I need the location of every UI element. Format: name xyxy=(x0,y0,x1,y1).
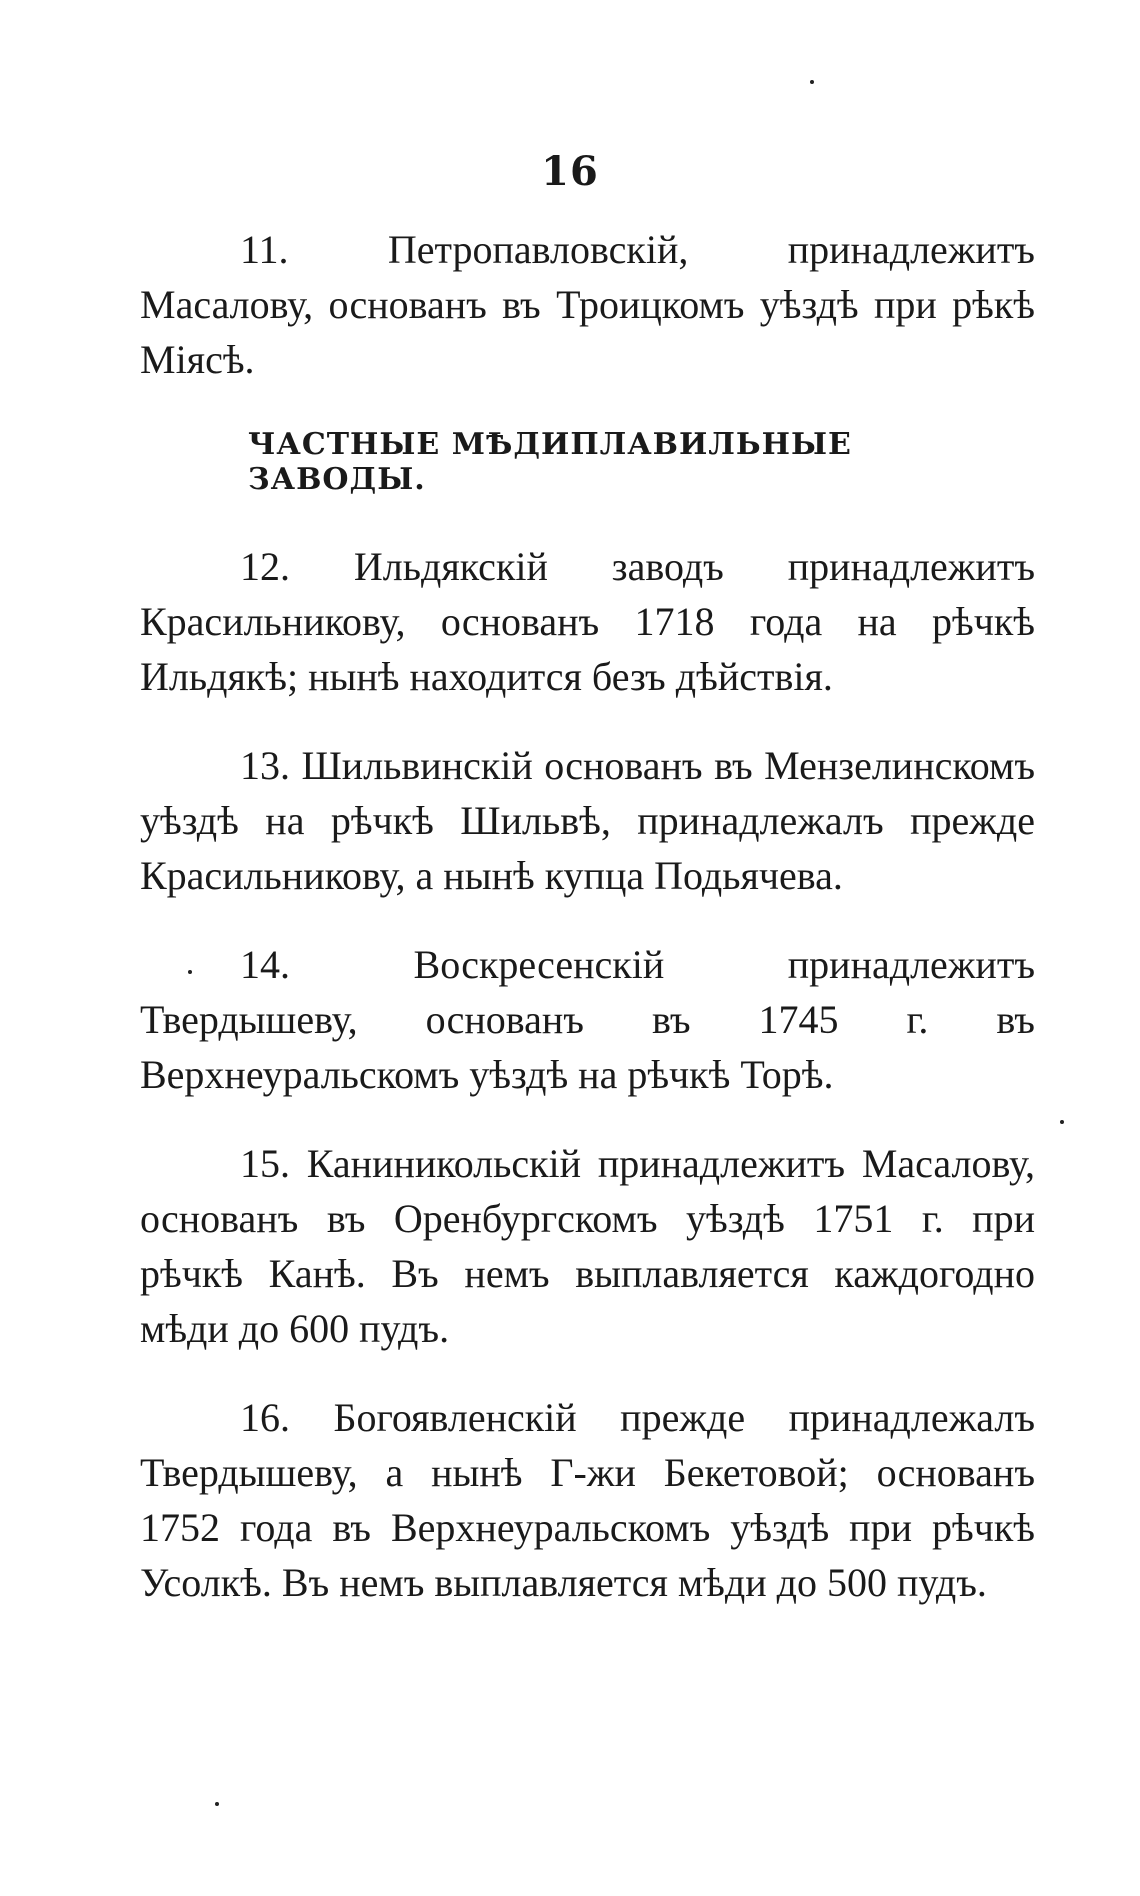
entry-16: 16. Богоявленскій прежде принадлежалъ Твердышеву, а нынѣ Г-жи Бекетовой; основанъ 1752 года въ Верхнеуральскомъ уѣздѣ при рѣчкѣ Усолкѣ. Въ немъ выплавляется мѣди до 500 пудъ. xyxy=(140,1395,1035,1605)
entry-15: 15. Каниникольскій принадлежитъ Масалову, основанъ въ Оренбургскомъ уѣздѣ 1751 г. при рѣчкѣ Канѣ. Въ немъ выплавляется каждогодно мѣди до 600 пудъ. xyxy=(140,1141,1035,1351)
entry-12: 12. Ильдякскій заводъ принадлежитъ Красильникову, основанъ 1718 года на рѣчкѣ Ильдякѣ; нынѣ находится безъ дѣйствія. xyxy=(140,544,1035,699)
page-body xyxy=(140,222,1035,1610)
ink-speck xyxy=(188,970,192,974)
ink-speck xyxy=(1060,1120,1064,1124)
page-number: 16 xyxy=(541,148,599,195)
ink-speck xyxy=(215,1802,219,1806)
section-heading: ЧАСТНЫЕ МѢДИПЛАВИЛЬНЫЕ ЗАВОДЫ. xyxy=(248,427,852,497)
entry-14: 14. Воскресенскій принадлежитъ Твердышеву, основанъ въ 1745 г. въ Верхнеуральскомъ уѣздѣ на рѣчкѣ Торѣ. xyxy=(140,942,1035,1097)
entry-13: 13. Шильвинскій основанъ въ Мензелинскомъ уѣздѣ на рѣчкѣ Шильвѣ, принадлежалъ прежде Красильникову, а нынѣ купца Подьячева. xyxy=(140,743,1035,898)
ink-speck xyxy=(810,80,814,84)
entry-11: 11. Петропавловскій, принадлежитъ Масалову, основанъ въ Троицкомъ уѣздѣ при рѣкѣ Міясѣ. xyxy=(140,227,1035,382)
